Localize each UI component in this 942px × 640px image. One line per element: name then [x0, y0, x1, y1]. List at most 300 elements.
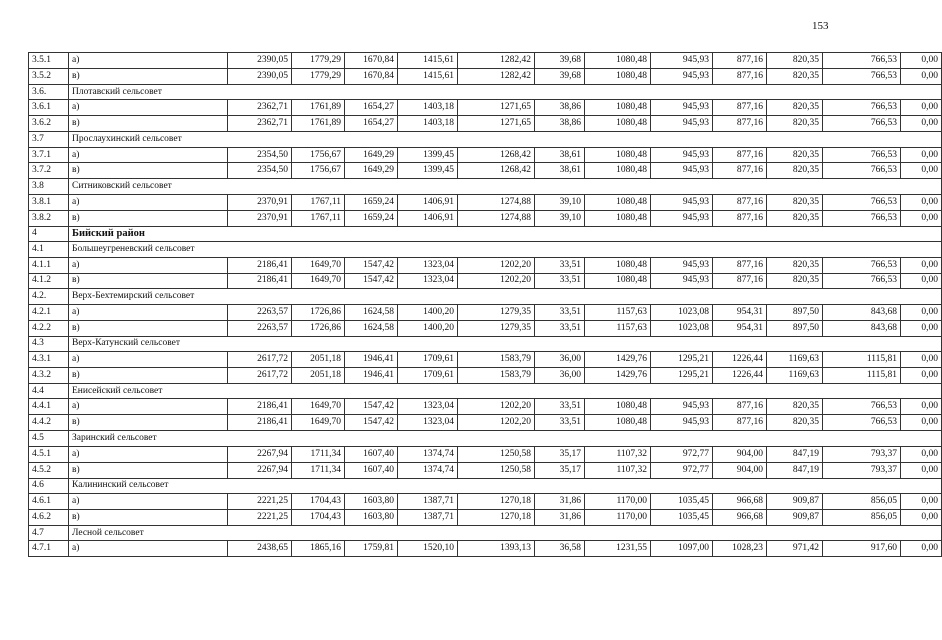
row-value: 1323,04	[398, 399, 458, 415]
row-code: 4.1.1	[29, 257, 69, 273]
row-value: 1080,48	[585, 68, 651, 84]
row-value: 2263,57	[228, 320, 292, 336]
row-value: 1080,48	[585, 163, 651, 179]
row-value: 2051,18	[292, 352, 345, 368]
row-value: 1097,00	[651, 541, 713, 557]
row-letter: в)	[69, 509, 228, 525]
row-code: 3.6.1	[29, 100, 69, 116]
row-value: 1270,18	[458, 494, 535, 510]
row-value: 766,53	[823, 415, 901, 431]
row-value: 1387,71	[398, 509, 458, 525]
row-value: 2221,25	[228, 509, 292, 525]
row-value: 820,35	[767, 116, 823, 132]
row-value: 38,86	[535, 116, 585, 132]
row-value: 1726,86	[292, 320, 345, 336]
row-value: 945,93	[651, 210, 713, 226]
row-code: 4.2.	[29, 289, 69, 305]
row-value: 1607,40	[345, 462, 398, 478]
row-value: 1399,45	[398, 147, 458, 163]
district-title: Бийский район	[69, 226, 942, 242]
row-value: 971,42	[767, 541, 823, 557]
row-value: 1711,34	[292, 446, 345, 462]
row-value: 39,10	[535, 194, 585, 210]
row-value: 33,51	[535, 273, 585, 289]
row-value: 1268,42	[458, 147, 535, 163]
table-row	[29, 194, 942, 210]
row-value: 1399,45	[398, 163, 458, 179]
row-value: 1649,29	[345, 163, 398, 179]
row-value: 766,53	[823, 257, 901, 273]
row-value: 1157,63	[585, 304, 651, 320]
row-value: 2186,41	[228, 415, 292, 431]
row-letter: а)	[69, 257, 228, 273]
row-code: 3.8.2	[29, 210, 69, 226]
row-value: 945,93	[651, 116, 713, 132]
row-value: 1670,84	[345, 53, 398, 69]
row-value: 1323,04	[398, 415, 458, 431]
table-row	[29, 210, 942, 226]
table-row	[29, 147, 942, 163]
table-body	[29, 53, 942, 557]
row-value: 945,93	[651, 273, 713, 289]
row-value: 1226,44	[713, 352, 767, 368]
row-code: 4.3	[29, 336, 69, 352]
row-value: 1583,79	[458, 352, 535, 368]
row-value: 877,16	[713, 257, 767, 273]
row-value: 1400,20	[398, 304, 458, 320]
row-value: 1323,04	[398, 257, 458, 273]
row-value: 1767,11	[292, 210, 345, 226]
section-title: Лесной сельсовет	[69, 525, 942, 541]
row-value: 1659,24	[345, 194, 398, 210]
section-heading-row	[29, 431, 942, 447]
section-title: Большеугреневский сельсовет	[69, 242, 942, 258]
row-value: 1654,27	[345, 100, 398, 116]
row-value: 1374,74	[398, 446, 458, 462]
row-value: 1202,20	[458, 399, 535, 415]
row-letter: а)	[69, 53, 228, 69]
row-value: 0,00	[901, 541, 942, 557]
row-value: 954,31	[713, 320, 767, 336]
row-value: 1704,43	[292, 494, 345, 510]
row-value: 1202,20	[458, 415, 535, 431]
row-value: 1709,61	[398, 368, 458, 384]
row-value: 1023,08	[651, 304, 713, 320]
row-value: 847,19	[767, 446, 823, 462]
row-code: 4.3.1	[29, 352, 69, 368]
row-code: 4.5.2	[29, 462, 69, 478]
section-title: Верх-Катунский сельсовет	[69, 336, 942, 352]
row-value: 2617,72	[228, 352, 292, 368]
row-value: 1759,81	[345, 541, 398, 557]
table-row	[29, 100, 942, 116]
row-value: 1169,63	[767, 368, 823, 384]
row-value: 1035,45	[651, 509, 713, 525]
section-heading-row	[29, 84, 942, 100]
row-value: 1761,89	[292, 100, 345, 116]
row-value: 38,61	[535, 163, 585, 179]
row-value: 793,37	[823, 462, 901, 478]
row-value: 847,19	[767, 462, 823, 478]
row-value: 1115,81	[823, 368, 901, 384]
section-heading-row	[29, 383, 942, 399]
row-code: 3.7	[29, 132, 69, 148]
row-value: 1946,41	[345, 368, 398, 384]
row-value: 766,53	[823, 163, 901, 179]
row-value: 1279,35	[458, 320, 535, 336]
row-code: 3.7.1	[29, 147, 69, 163]
row-value: 1761,89	[292, 116, 345, 132]
row-value: 1080,48	[585, 399, 651, 415]
row-value: 1946,41	[345, 352, 398, 368]
row-code: 3.7.2	[29, 163, 69, 179]
row-value: 1080,48	[585, 116, 651, 132]
row-value: 966,68	[713, 494, 767, 510]
row-value: 766,53	[823, 210, 901, 226]
section-heading-row	[29, 289, 942, 305]
page-number: 153	[812, 20, 829, 32]
row-code: 4.4.2	[29, 415, 69, 431]
row-value: 1400,20	[398, 320, 458, 336]
row-value: 904,00	[713, 446, 767, 462]
row-value: 1520,10	[398, 541, 458, 557]
row-value: 972,77	[651, 462, 713, 478]
row-value: 972,77	[651, 446, 713, 462]
row-value: 2370,91	[228, 194, 292, 210]
row-value: 39,68	[535, 68, 585, 84]
row-value: 0,00	[901, 163, 942, 179]
row-code: 4.3.2	[29, 368, 69, 384]
table-row	[29, 304, 942, 320]
row-letter: в)	[69, 415, 228, 431]
row-value: 1231,55	[585, 541, 651, 557]
row-value: 1726,86	[292, 304, 345, 320]
table-row	[29, 352, 942, 368]
row-value: 766,53	[823, 100, 901, 116]
row-value: 793,37	[823, 446, 901, 462]
row-value: 856,05	[823, 494, 901, 510]
table-row	[29, 399, 942, 415]
row-value: 945,93	[651, 257, 713, 273]
row-value: 820,35	[767, 163, 823, 179]
row-value: 1767,11	[292, 194, 345, 210]
row-value: 945,93	[651, 68, 713, 84]
row-value: 33,51	[535, 304, 585, 320]
table-row	[29, 257, 942, 273]
row-value: 1170,00	[585, 494, 651, 510]
row-value: 766,53	[823, 53, 901, 69]
row-value: 1271,65	[458, 116, 535, 132]
table-row	[29, 446, 942, 462]
row-code: 4.4	[29, 383, 69, 399]
row-value: 1169,63	[767, 352, 823, 368]
row-value: 1028,23	[713, 541, 767, 557]
row-value: 917,60	[823, 541, 901, 557]
row-value: 0,00	[901, 462, 942, 478]
row-code: 4.6	[29, 478, 69, 494]
row-value: 0,00	[901, 194, 942, 210]
section-title: Заринский сельсовет	[69, 431, 942, 447]
row-value: 1624,58	[345, 304, 398, 320]
table-row	[29, 320, 942, 336]
row-letter: а)	[69, 194, 228, 210]
row-value: 0,00	[901, 415, 942, 431]
row-value: 945,93	[651, 163, 713, 179]
row-value: 2186,41	[228, 399, 292, 415]
row-value: 36,00	[535, 368, 585, 384]
row-value: 0,00	[901, 399, 942, 415]
row-letter: а)	[69, 147, 228, 163]
row-value: 1547,42	[345, 273, 398, 289]
row-value: 1415,61	[398, 53, 458, 69]
table-row	[29, 368, 942, 384]
row-letter: а)	[69, 304, 228, 320]
row-code: 3.6.2	[29, 116, 69, 132]
row-value: 2354,50	[228, 147, 292, 163]
row-value: 0,00	[901, 368, 942, 384]
row-value: 1202,20	[458, 273, 535, 289]
row-code: 3.5.2	[29, 68, 69, 84]
row-value: 1779,29	[292, 68, 345, 84]
row-value: 2263,57	[228, 304, 292, 320]
row-value: 945,93	[651, 147, 713, 163]
row-value: 820,35	[767, 68, 823, 84]
row-value: 0,00	[901, 446, 942, 462]
row-code: 4.5.1	[29, 446, 69, 462]
row-value: 1271,65	[458, 100, 535, 116]
row-value: 1607,40	[345, 446, 398, 462]
row-value: 1603,80	[345, 509, 398, 525]
table-row	[29, 541, 942, 557]
section-title: Прослаухинский сельсовет	[69, 132, 942, 148]
row-value: 1107,32	[585, 446, 651, 462]
row-value: 820,35	[767, 194, 823, 210]
row-code: 4.5	[29, 431, 69, 447]
row-value: 1202,20	[458, 257, 535, 273]
row-letter: в)	[69, 368, 228, 384]
row-code: 4.7.1	[29, 541, 69, 557]
row-value: 877,16	[713, 273, 767, 289]
row-value: 1282,42	[458, 53, 535, 69]
row-value: 35,17	[535, 446, 585, 462]
row-value: 1756,67	[292, 147, 345, 163]
row-value: 1279,35	[458, 304, 535, 320]
table-row	[29, 462, 942, 478]
row-value: 2617,72	[228, 368, 292, 384]
row-letter: в)	[69, 273, 228, 289]
row-letter: в)	[69, 163, 228, 179]
table-row	[29, 163, 942, 179]
row-value: 1274,88	[458, 210, 535, 226]
row-value: 820,35	[767, 53, 823, 69]
row-letter: а)	[69, 541, 228, 557]
row-code: 3.8.1	[29, 194, 69, 210]
tariff-table	[28, 52, 942, 557]
section-title: Плотавский сельсовет	[69, 84, 942, 100]
row-value: 0,00	[901, 320, 942, 336]
row-value: 1865,16	[292, 541, 345, 557]
section-title: Верх-Бехтемирский сельсовет	[69, 289, 942, 305]
row-value: 0,00	[901, 68, 942, 84]
row-value: 877,16	[713, 53, 767, 69]
row-code: 4.2.1	[29, 304, 69, 320]
row-value: 1649,70	[292, 415, 345, 431]
row-value: 877,16	[713, 210, 767, 226]
table-row	[29, 509, 942, 525]
row-value: 0,00	[901, 210, 942, 226]
row-value: 1547,42	[345, 415, 398, 431]
row-value: 1704,43	[292, 509, 345, 525]
row-value: 1080,48	[585, 53, 651, 69]
row-value: 1406,91	[398, 194, 458, 210]
row-value: 1393,13	[458, 541, 535, 557]
row-value: 1624,58	[345, 320, 398, 336]
row-letter: а)	[69, 494, 228, 510]
row-value: 1649,70	[292, 399, 345, 415]
row-value: 2186,41	[228, 257, 292, 273]
row-code: 4.1.2	[29, 273, 69, 289]
row-value: 1547,42	[345, 257, 398, 273]
row-value: 945,93	[651, 415, 713, 431]
row-value: 2390,05	[228, 53, 292, 69]
row-value: 856,05	[823, 509, 901, 525]
row-value: 0,00	[901, 116, 942, 132]
section-heading-row	[29, 179, 942, 195]
row-value: 1107,32	[585, 462, 651, 478]
row-value: 877,16	[713, 163, 767, 179]
section-heading-row	[29, 336, 942, 352]
row-value: 1268,42	[458, 163, 535, 179]
row-value: 1649,29	[345, 147, 398, 163]
table-row	[29, 53, 942, 69]
row-value: 945,93	[651, 53, 713, 69]
row-value: 33,51	[535, 257, 585, 273]
row-value: 1403,18	[398, 116, 458, 132]
row-value: 0,00	[901, 53, 942, 69]
row-value: 766,53	[823, 194, 901, 210]
row-value: 820,35	[767, 399, 823, 415]
row-value: 2221,25	[228, 494, 292, 510]
row-value: 1711,34	[292, 462, 345, 478]
row-value: 1295,21	[651, 368, 713, 384]
row-value: 1429,76	[585, 368, 651, 384]
row-value: 820,35	[767, 100, 823, 116]
row-value: 1274,88	[458, 194, 535, 210]
row-value: 0,00	[901, 304, 942, 320]
row-value: 0,00	[901, 352, 942, 368]
row-value: 897,50	[767, 304, 823, 320]
row-value: 877,16	[713, 68, 767, 84]
row-value: 877,16	[713, 116, 767, 132]
row-value: 2267,94	[228, 446, 292, 462]
row-letter: в)	[69, 210, 228, 226]
row-value: 1250,58	[458, 446, 535, 462]
row-value: 2438,65	[228, 541, 292, 557]
row-value: 1023,08	[651, 320, 713, 336]
row-value: 820,35	[767, 257, 823, 273]
row-value: 1415,61	[398, 68, 458, 84]
row-value: 36,00	[535, 352, 585, 368]
row-value: 0,00	[901, 147, 942, 163]
row-value: 820,35	[767, 415, 823, 431]
row-value: 38,86	[535, 100, 585, 116]
row-value: 1649,70	[292, 273, 345, 289]
row-value: 33,51	[535, 320, 585, 336]
row-value: 1670,84	[345, 68, 398, 84]
row-value: 945,93	[651, 399, 713, 415]
row-value: 877,16	[713, 100, 767, 116]
row-letter: в)	[69, 462, 228, 478]
row-value: 1282,42	[458, 68, 535, 84]
row-value: 1080,48	[585, 273, 651, 289]
row-value: 1387,71	[398, 494, 458, 510]
row-value: 1583,79	[458, 368, 535, 384]
row-value: 2186,41	[228, 273, 292, 289]
row-value: 1756,67	[292, 163, 345, 179]
section-title: Калининский сельсовет	[69, 478, 942, 494]
row-value: 1250,58	[458, 462, 535, 478]
row-value: 766,53	[823, 273, 901, 289]
row-value: 2362,71	[228, 116, 292, 132]
row-value: 820,35	[767, 273, 823, 289]
row-value: 33,51	[535, 415, 585, 431]
row-value: 38,61	[535, 147, 585, 163]
row-code: 3.5.1	[29, 53, 69, 69]
table-row	[29, 68, 942, 84]
row-value: 843,68	[823, 320, 901, 336]
row-value: 1080,48	[585, 100, 651, 116]
row-letter: а)	[69, 399, 228, 415]
row-value: 1709,61	[398, 352, 458, 368]
row-value: 904,00	[713, 462, 767, 478]
row-value: 1406,91	[398, 210, 458, 226]
row-code: 4	[29, 226, 69, 242]
section-heading-row	[29, 242, 942, 258]
row-letter: в)	[69, 68, 228, 84]
row-code: 4.7	[29, 525, 69, 541]
row-value: 2370,91	[228, 210, 292, 226]
row-value: 909,87	[767, 494, 823, 510]
table-row	[29, 415, 942, 431]
row-value: 1035,45	[651, 494, 713, 510]
row-value: 877,16	[713, 399, 767, 415]
table-row	[29, 273, 942, 289]
row-value: 1429,76	[585, 352, 651, 368]
row-letter: в)	[69, 320, 228, 336]
row-value: 897,50	[767, 320, 823, 336]
row-value: 820,35	[767, 210, 823, 226]
row-value: 1170,00	[585, 509, 651, 525]
row-value: 877,16	[713, 415, 767, 431]
row-value: 1080,48	[585, 147, 651, 163]
row-value: 766,53	[823, 68, 901, 84]
row-code: 3.8	[29, 179, 69, 195]
row-value: 39,10	[535, 210, 585, 226]
row-value: 2362,71	[228, 100, 292, 116]
row-value: 1659,24	[345, 210, 398, 226]
row-value: 966,68	[713, 509, 767, 525]
section-title: Енисейский сельсовет	[69, 383, 942, 399]
row-value: 1226,44	[713, 368, 767, 384]
row-letter: а)	[69, 446, 228, 462]
table-row	[29, 116, 942, 132]
row-code: 3.6.	[29, 84, 69, 100]
row-value: 1295,21	[651, 352, 713, 368]
row-value: 31,86	[535, 494, 585, 510]
row-value: 1403,18	[398, 100, 458, 116]
row-value: 1157,63	[585, 320, 651, 336]
row-letter: в)	[69, 116, 228, 132]
